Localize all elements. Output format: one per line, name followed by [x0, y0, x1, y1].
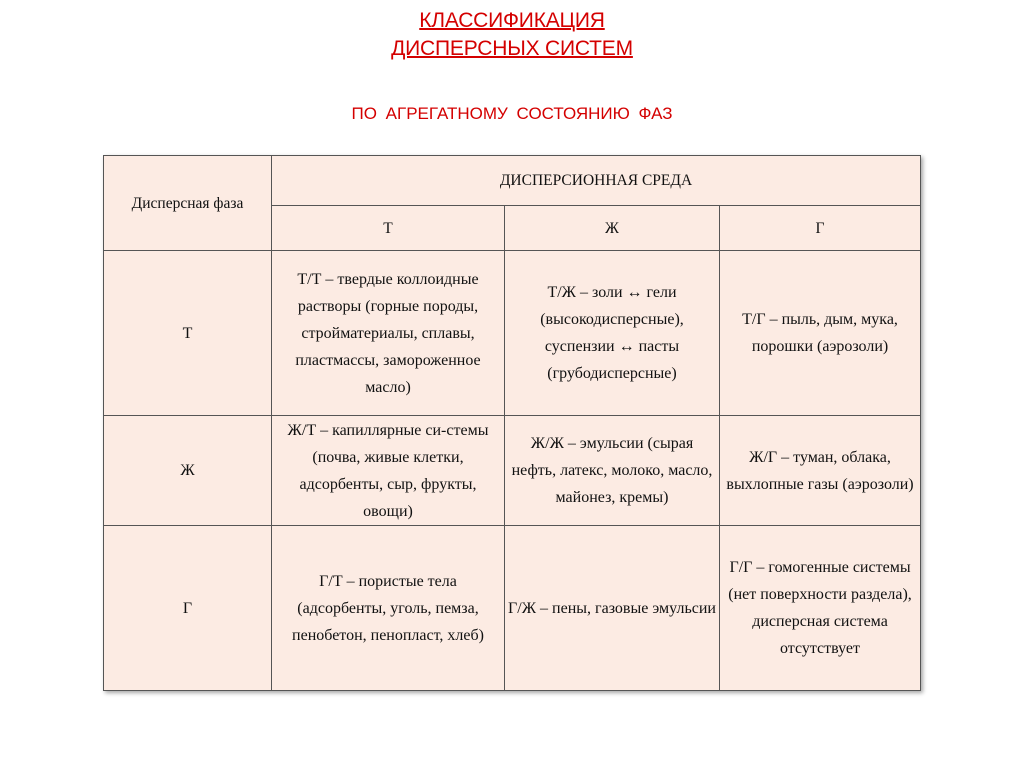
- cell-gas-solid: Г/Т – пористые тела (адсорбенты, уголь, пемза, пенобетон, пенопласт, хлеб): [272, 526, 505, 691]
- column-header-liquid: Ж: [505, 206, 720, 251]
- header-dispersed-phase: Дисперсная фаза: [104, 156, 272, 251]
- row-header-solid: Т: [104, 251, 272, 416]
- title-line-1: КЛАССИФИКАЦИЯ: [419, 9, 605, 32]
- classification-table: [103, 155, 921, 691]
- table-row: [104, 526, 921, 691]
- cell-liquid-liquid: Ж/Ж – эмульсии (сырая нефть, латекс, молоко, масло, майонез, кремы): [505, 416, 720, 526]
- cell-solid-liquid: Т/Ж – золи ↔ гели (высокодисперсные), суспензии ↔ пасты (грубодисперсные): [505, 251, 720, 416]
- table-row: [104, 416, 921, 526]
- cell-gas-gas: Г/Г – гомогенные системы (нет поверхности раздела), дисперсная система отсутствует: [720, 526, 921, 691]
- row-header-gas: Г: [104, 526, 272, 691]
- row-header-liquid: Ж: [104, 416, 272, 526]
- column-header-gas: Г: [720, 206, 921, 251]
- table-row: [104, 251, 921, 416]
- cell-liquid-gas: Ж/Г – туман, облака, выхлопные газы (аэрозоли): [720, 416, 921, 526]
- title-line-2: ДИСПЕРСНЫХ СИСТЕМ: [391, 37, 633, 60]
- cell-solid-gas: Т/Г – пыль, дым, мука, порошки (аэрозоли): [720, 251, 921, 416]
- column-header-solid: Т: [272, 206, 505, 251]
- cell-solid-solid: Т/Т – твердые коллоидные растворы (горные породы, стройматериалы, сплавы, пластмассы, замороженное масло): [272, 251, 505, 416]
- cell-liquid-solid: Ж/Т – капиллярные си-стемы (почва, живые клетки, адсорбенты, сыр, фрукты, овощи): [272, 416, 505, 526]
- header-dispersion-medium: ДИСПЕРСИОННАЯ СРЕДА: [272, 156, 921, 206]
- cell-gas-liquid: Г/Ж – пены, газовые эмульсии: [505, 526, 720, 691]
- subtitle: ПО АГРЕГАТНОМУ СОСТОЯНИЮ ФАЗ: [351, 104, 673, 123]
